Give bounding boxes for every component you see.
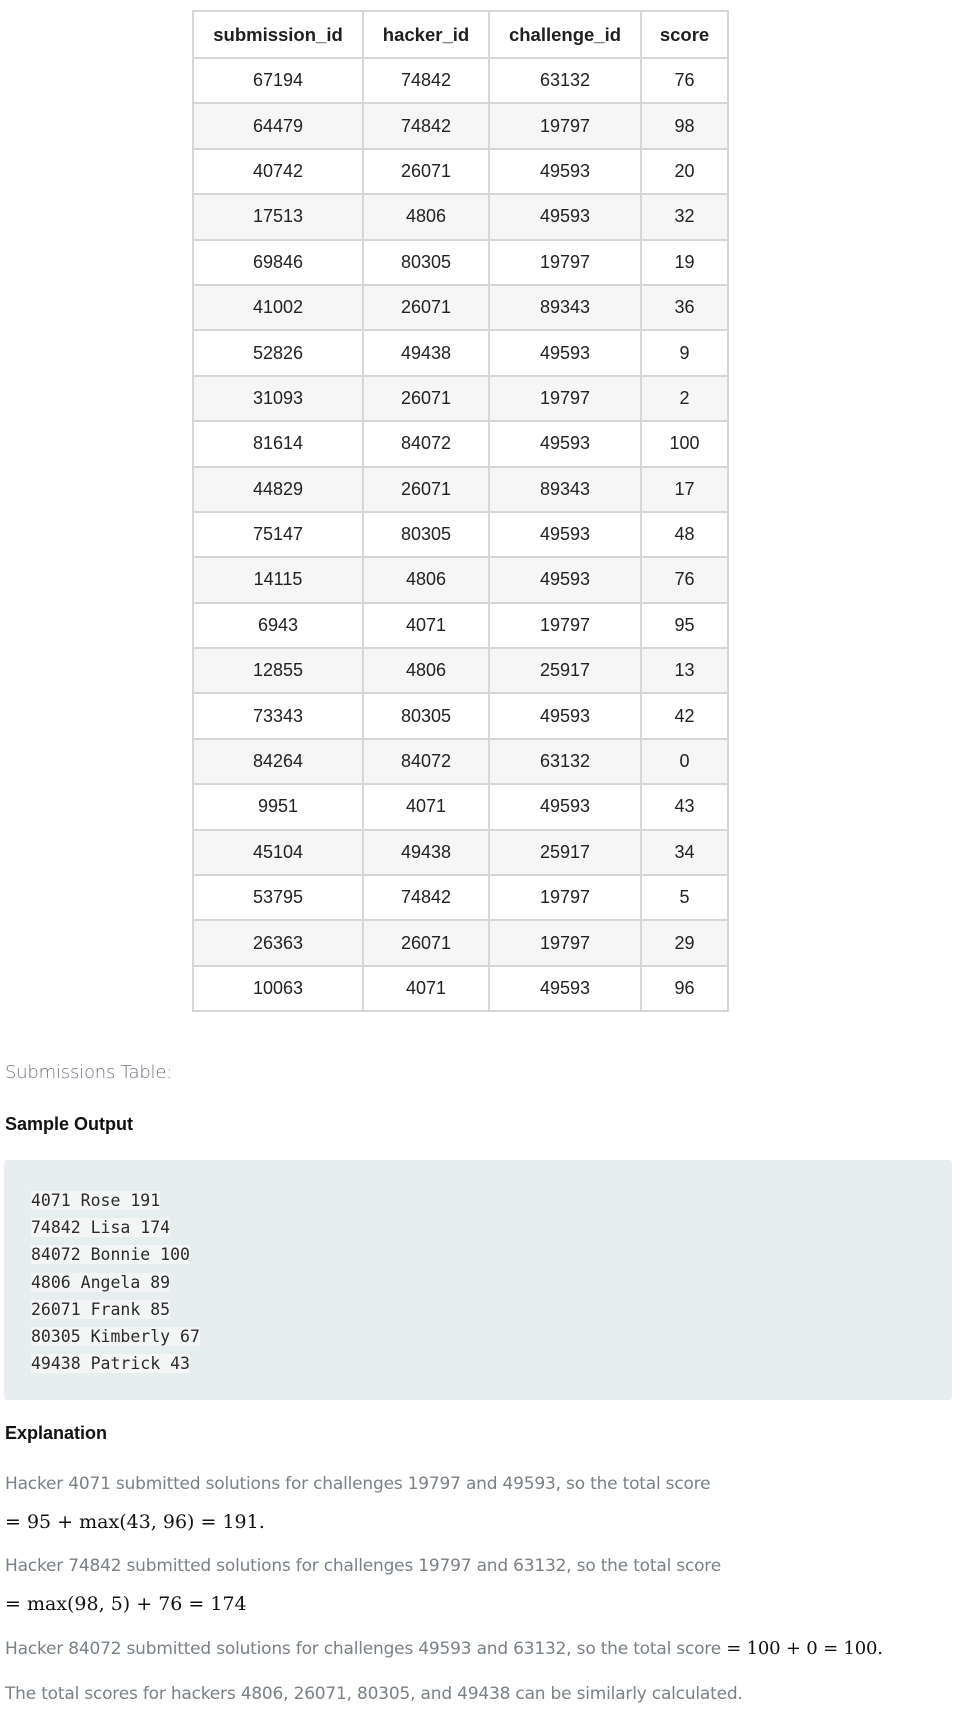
explanation-math-1: = 95 + max(43, 96) = 191.	[5, 1511, 265, 1533]
cell-hacker-id: 4071	[363, 784, 489, 829]
cell-challenge-id: 49593	[489, 693, 641, 738]
table-row	[193, 194, 728, 239]
cell-score: 32	[641, 194, 728, 239]
explanation-paragraph-3-text: Hacker 84072 submitted solutions for challenges 49593 and 63132, so the total score	[5, 1639, 721, 1659]
cell-submission-id: 81614	[193, 421, 363, 466]
cell-score: 96	[641, 966, 728, 1011]
code-line-text: 49438 Patrick 43	[31, 1354, 190, 1374]
cell-challenge-id: 49593	[489, 330, 641, 375]
cell-hacker-id: 26071	[363, 149, 489, 194]
explanation-paragraph-3	[5, 1638, 883, 1659]
cell-hacker-id: 74842	[363, 103, 489, 148]
cell-score: 19	[641, 240, 728, 285]
cell-challenge-id: 19797	[489, 103, 641, 148]
table-row	[193, 149, 728, 194]
code-line-text: 74842 Lisa 174	[31, 1218, 171, 1238]
submissions-table	[192, 10, 729, 1012]
cell-challenge-id: 49593	[489, 557, 641, 602]
cell-challenge-id: 63132	[489, 58, 641, 103]
code-line	[31, 1323, 200, 1350]
cell-submission-id: 31093	[193, 376, 363, 421]
cell-submission-id: 41002	[193, 285, 363, 330]
code-line-text: 80305 Kimberly 67	[31, 1327, 200, 1347]
cell-submission-id: 53795	[193, 875, 363, 920]
code-line-text: 26071 Frank 85	[31, 1299, 171, 1319]
table-header-row	[193, 11, 728, 58]
cell-submission-id: 12855	[193, 648, 363, 693]
cell-challenge-id: 89343	[489, 285, 641, 330]
cell-score: 5	[641, 875, 728, 920]
cell-challenge-id: 49593	[489, 784, 641, 829]
cell-submission-id: 40742	[193, 149, 363, 194]
code-line	[31, 1269, 200, 1296]
table-row	[193, 739, 728, 784]
cell-challenge-id: 49593	[489, 966, 641, 1011]
cell-challenge-id: 63132	[489, 739, 641, 784]
cell-challenge-id: 25917	[489, 830, 641, 875]
cell-score: 20	[641, 149, 728, 194]
explanation-heading: Explanation	[5, 1423, 108, 1443]
code-line	[31, 1350, 200, 1377]
cell-score: 100	[641, 421, 728, 466]
cell-hacker-id: 49438	[363, 830, 489, 875]
sample-output-heading: Sample Output	[5, 1114, 134, 1134]
cell-hacker-id: 26071	[363, 285, 489, 330]
cell-hacker-id: 84072	[363, 421, 489, 466]
cell-challenge-id: 19797	[489, 603, 641, 648]
column-header-submission-id: submission_id	[193, 11, 363, 58]
cell-challenge-id: 19797	[489, 376, 641, 421]
cell-challenge-id: 49593	[489, 194, 641, 239]
cell-submission-id: 9951	[193, 784, 363, 829]
cell-score: 36	[641, 285, 728, 330]
cell-hacker-id: 26071	[363, 920, 489, 965]
cell-submission-id: 75147	[193, 512, 363, 557]
cell-submission-id: 17513	[193, 194, 363, 239]
code-lines	[31, 1187, 200, 1377]
submissions-table-wrapper	[192, 10, 729, 1012]
cell-hacker-id: 26071	[363, 376, 489, 421]
cell-challenge-id: 89343	[489, 467, 641, 512]
cell-submission-id: 52826	[193, 330, 363, 375]
explanation-math-3: = 100 + 0 = 100.	[726, 1638, 883, 1659]
cell-challenge-id: 19797	[489, 240, 641, 285]
cell-score: 17	[641, 467, 728, 512]
explanation-paragraph-2: Hacker 74842 submitted solutions for challenges 19797 and 63132, so the total score	[5, 1556, 721, 1576]
code-line-text: 84072 Bonnie 100	[31, 1245, 190, 1265]
table-row	[193, 421, 728, 466]
cell-challenge-id: 19797	[489, 875, 641, 920]
code-line	[31, 1214, 200, 1241]
table-row	[193, 603, 728, 648]
code-line	[31, 1241, 200, 1268]
cell-submission-id: 67194	[193, 58, 363, 103]
cell-hacker-id: 74842	[363, 875, 489, 920]
table-caption: Submissions Table:	[5, 1062, 173, 1083]
cell-submission-id: 44829	[193, 467, 363, 512]
table-row	[193, 557, 728, 602]
cell-score: 34	[641, 830, 728, 875]
cell-score: 76	[641, 58, 728, 103]
explanation-paragraph-4: The total scores for hackers 4806, 26071, 80305, and 49438 can be similarly calculated.	[5, 1684, 743, 1704]
table-row	[193, 784, 728, 829]
cell-hacker-id: 74842	[363, 58, 489, 103]
table-row	[193, 285, 728, 330]
cell-hacker-id: 80305	[363, 512, 489, 557]
cell-score: 9	[641, 330, 728, 375]
cell-score: 29	[641, 920, 728, 965]
table-row	[193, 875, 728, 920]
cell-hacker-id: 4806	[363, 557, 489, 602]
cell-hacker-id: 4806	[363, 648, 489, 693]
cell-submission-id: 14115	[193, 557, 363, 602]
column-header-hacker-id: hacker_id	[363, 11, 489, 58]
code-line	[31, 1187, 200, 1214]
cell-challenge-id: 49593	[489, 149, 641, 194]
explanation-paragraph-1: Hacker 4071 submitted solutions for challenges 19797 and 49593, so the total score	[5, 1474, 711, 1494]
table-row	[193, 58, 728, 103]
code-line	[31, 1296, 200, 1323]
code-line-text: 4806 Angela 89	[31, 1272, 171, 1292]
table-row	[193, 693, 728, 738]
cell-hacker-id: 80305	[363, 240, 489, 285]
cell-submission-id: 6943	[193, 603, 363, 648]
cell-submission-id: 84264	[193, 739, 363, 784]
cell-submission-id: 45104	[193, 830, 363, 875]
code-line-text: 4071 Rose 191	[31, 1191, 161, 1210]
cell-hacker-id: 4071	[363, 966, 489, 1011]
table-body	[193, 58, 728, 1011]
explanation-math-2: = max(98, 5) + 76 = 174	[5, 1593, 247, 1615]
cell-score: 98	[641, 103, 728, 148]
table-row	[193, 376, 728, 421]
cell-score: 2	[641, 376, 728, 421]
cell-hacker-id: 4071	[363, 603, 489, 648]
cell-submission-id: 73343	[193, 693, 363, 738]
cell-hacker-id: 80305	[363, 693, 489, 738]
table-row	[193, 648, 728, 693]
cell-score: 48	[641, 512, 728, 557]
table-row	[193, 330, 728, 375]
cell-challenge-id: 49593	[489, 512, 641, 557]
table-row	[193, 966, 728, 1011]
cell-submission-id: 64479	[193, 103, 363, 148]
table-row	[193, 467, 728, 512]
cell-challenge-id: 19797	[489, 920, 641, 965]
cell-hacker-id: 84072	[363, 739, 489, 784]
cell-submission-id: 26363	[193, 920, 363, 965]
cell-hacker-id: 49438	[363, 330, 489, 375]
column-header-score: score	[641, 11, 728, 58]
cell-score: 13	[641, 648, 728, 693]
table-row	[193, 103, 728, 148]
cell-score: 76	[641, 557, 728, 602]
table-row	[193, 830, 728, 875]
cell-submission-id: 10063	[193, 966, 363, 1011]
cell-hacker-id: 26071	[363, 467, 489, 512]
cell-score: 95	[641, 603, 728, 648]
sample-output-code-block	[4, 1160, 952, 1400]
cell-score: 42	[641, 693, 728, 738]
cell-challenge-id: 49593	[489, 421, 641, 466]
cell-hacker-id: 4806	[363, 194, 489, 239]
cell-score: 0	[641, 739, 728, 784]
cell-score: 43	[641, 784, 728, 829]
table-row	[193, 920, 728, 965]
column-header-challenge-id: challenge_id	[489, 11, 641, 58]
cell-challenge-id: 25917	[489, 648, 641, 693]
table-row	[193, 512, 728, 557]
cell-submission-id: 69846	[193, 240, 363, 285]
table-row	[193, 240, 728, 285]
